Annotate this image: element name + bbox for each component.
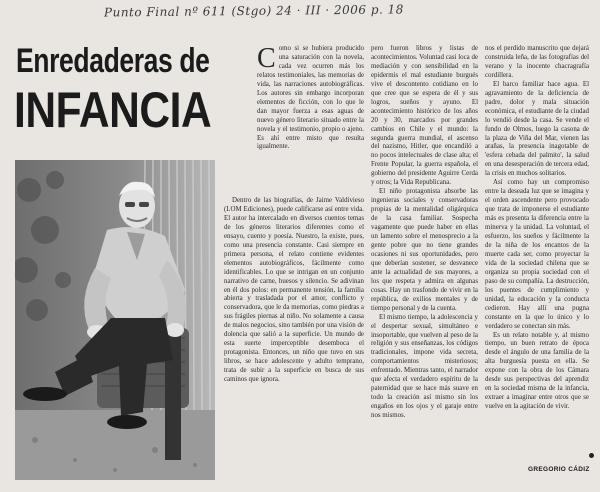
article-paragraph: Así como hay un compromiso entre la deseada luz que se imagina y el orden ascendente pero provocado que trata de imponerse el estudiante más es presenta la diferencia entre la minerva y la unidad. La voluntad, el esfuerzo, los sueños y fácilmente la de la niña de los encantos de la muerte cada ser, como proyectar la vida de la sociedad chilena que se organiza su propia sociedad con el paso de su compañía. La destrucción, los puentes de cumplimiento y unidad, la educación y la conducta cedieron. Hay allí una pugna constante en la que lo único y lo verdadero se conectan sin más. bbox=[485, 179, 589, 330]
dropcap: C bbox=[257, 45, 276, 74]
article-paragraph: Es un relato notable y, al mismo tiempo, un buen retrato de época desde el ángulo de una familia de la alta burguesía puesta en ella. Se expone con la obra de los Cámara desde sus perspectivas del aprendiz en la sociedad misma de la infancia, extraer a imaginar entre otros que se vuelve en la agitación de vivir. bbox=[485, 331, 589, 411]
article-paragraph: Dentro de las biografías, de Jaime Valdivieso (LOM Ediciones), puede calificarse así entre vida. El autor ha intercalado en diversos cuentos temas de los géneros literarios diferentes como el ensayo, cuento y poesía. Nuestro, la existe, pues, como una presencia constante. Casi siempre en primera persona, el relato contiene evidentes elementos autobiográficos, fácilmente como identificables. Lo que se intrigan en un conjunto narrativo de carne, huesos y silencio. Se adivinan en él dos polos: en permanente tensión, la familia abierta y trasladada por el amor, conflicto y conservadora, que le da memorias, como piedras a sus frágiles piernas al niño. No solamente a causa de malos negocios, sino también por una visión de dolencia que salió a la superficie. Un mundo de esta suerte imperceptible desemboca el protagonista. Entonces, un niño que tuvo en sus libros, se hace adolescente y adulto temprano, trata de subir a la superficie en busca de sus caminos que ignora. bbox=[224, 197, 364, 384]
article-column-2 bbox=[224, 197, 364, 482]
author-photo bbox=[15, 160, 215, 480]
article-paragraph: El mismo tiempo, la adolescencia y el despertar sexual, simultáneo e insoportable, que vuelven al peso de la religión y sus enseñanzas, los códigos tradicionales, impone vida secreta, comportamientos misteriosos; enfrentado. Mientras tanto, el narrador que afecta el verdadero espíritu de la paternidad que se hace más suave en todo la creación así mismo sin los engaños en los ojos y el garaje entre nos mismos. bbox=[371, 313, 478, 420]
article-lead-paragraph: omo si se hubiera producido una saturación con la novela, cada vez ocurren más los relatos testimoniales, las memorias de vida, las narraciones autobiográficas. Los autores sin embargo incorporan elementos de ficción, con lo que le dan mayor fuerza a esas aguas de nuevo género literario situado entre la novela y el testimonio, propio o ajeno. Es ahí entre misto que resulta igualmente. bbox=[257, 45, 364, 151]
photo-image bbox=[15, 160, 215, 480]
article-column-3 bbox=[371, 45, 478, 482]
article-paragraph: nos el perdido manuscrito que dejará construida leña, de las fotografías del verano y la inocente chacragrafía cordillera. bbox=[485, 45, 589, 79]
article-column-2-top bbox=[257, 45, 364, 195]
handwritten-source-note: Punto Final nº 611 (Stgo) 24 · III · 2006 p. 18 bbox=[103, 2, 404, 20]
headline-line-2: INFANCIA bbox=[14, 82, 212, 138]
article-paragraph: El niño protagonista absorbe las ingenieras sociales y conservadoras propias de la mentalidad oligárquica de la casa familiar. Sospecha vagamente que puede haber en ellas un lamento sobre el menosprecio a la gente pobre que no tiene grandes ocasiones ni sus oportunidades, pero que deberían sostener, se desvanece ante la actualidad de sus mayores, a los que respeta y admira en algunas cosas. Hay un trasfondo de vivir en la república, de exilios mentales y de tiempo personal y de la cuenta. bbox=[371, 188, 478, 312]
author-byline: GREGORIO CÁDIZ bbox=[528, 466, 590, 473]
headline-line-1: Enredaderas de bbox=[16, 42, 210, 80]
article-paragraph: pero fueron libros y listas de acontecimientos. Voluntad casi loca de mediación y con sensibilidad en la epidermis el mal estudiante burgués vive el descontento cotidiano en lo que cree que se espera de él y sus logros, sueños y ayuno. El acontecimiento histórico de los años 20 y 30, marcados por grandes cambios en Chile y el mundo: la segunda guerra mundial, el ascenso del nazismo, Hitler, que encandiló a no pocos intelectuales de clase alta; el Frente Popular, la guerra española, el gobierno del presidente Aguirre Cerda y otros; la Vida Republicana. bbox=[371, 45, 478, 187]
end-of-article-mark bbox=[589, 453, 594, 458]
article-column-4 bbox=[485, 45, 589, 463]
article-paragraph: El barco familiar hace agua. El agravamiento de la deficiencia de padre, dolor y mala situación económica, el estudiante de la ciudad lo vendió desde la casa. Se vende el fundo de Olmos, luego la casona de la plaza de Viña del Mar, vienen las arañas, la presencia inagotable de 'esfera cebada del palmito', la salud en una desesperación de tercera edad, la crisis en muchos solitarios. bbox=[485, 80, 589, 178]
